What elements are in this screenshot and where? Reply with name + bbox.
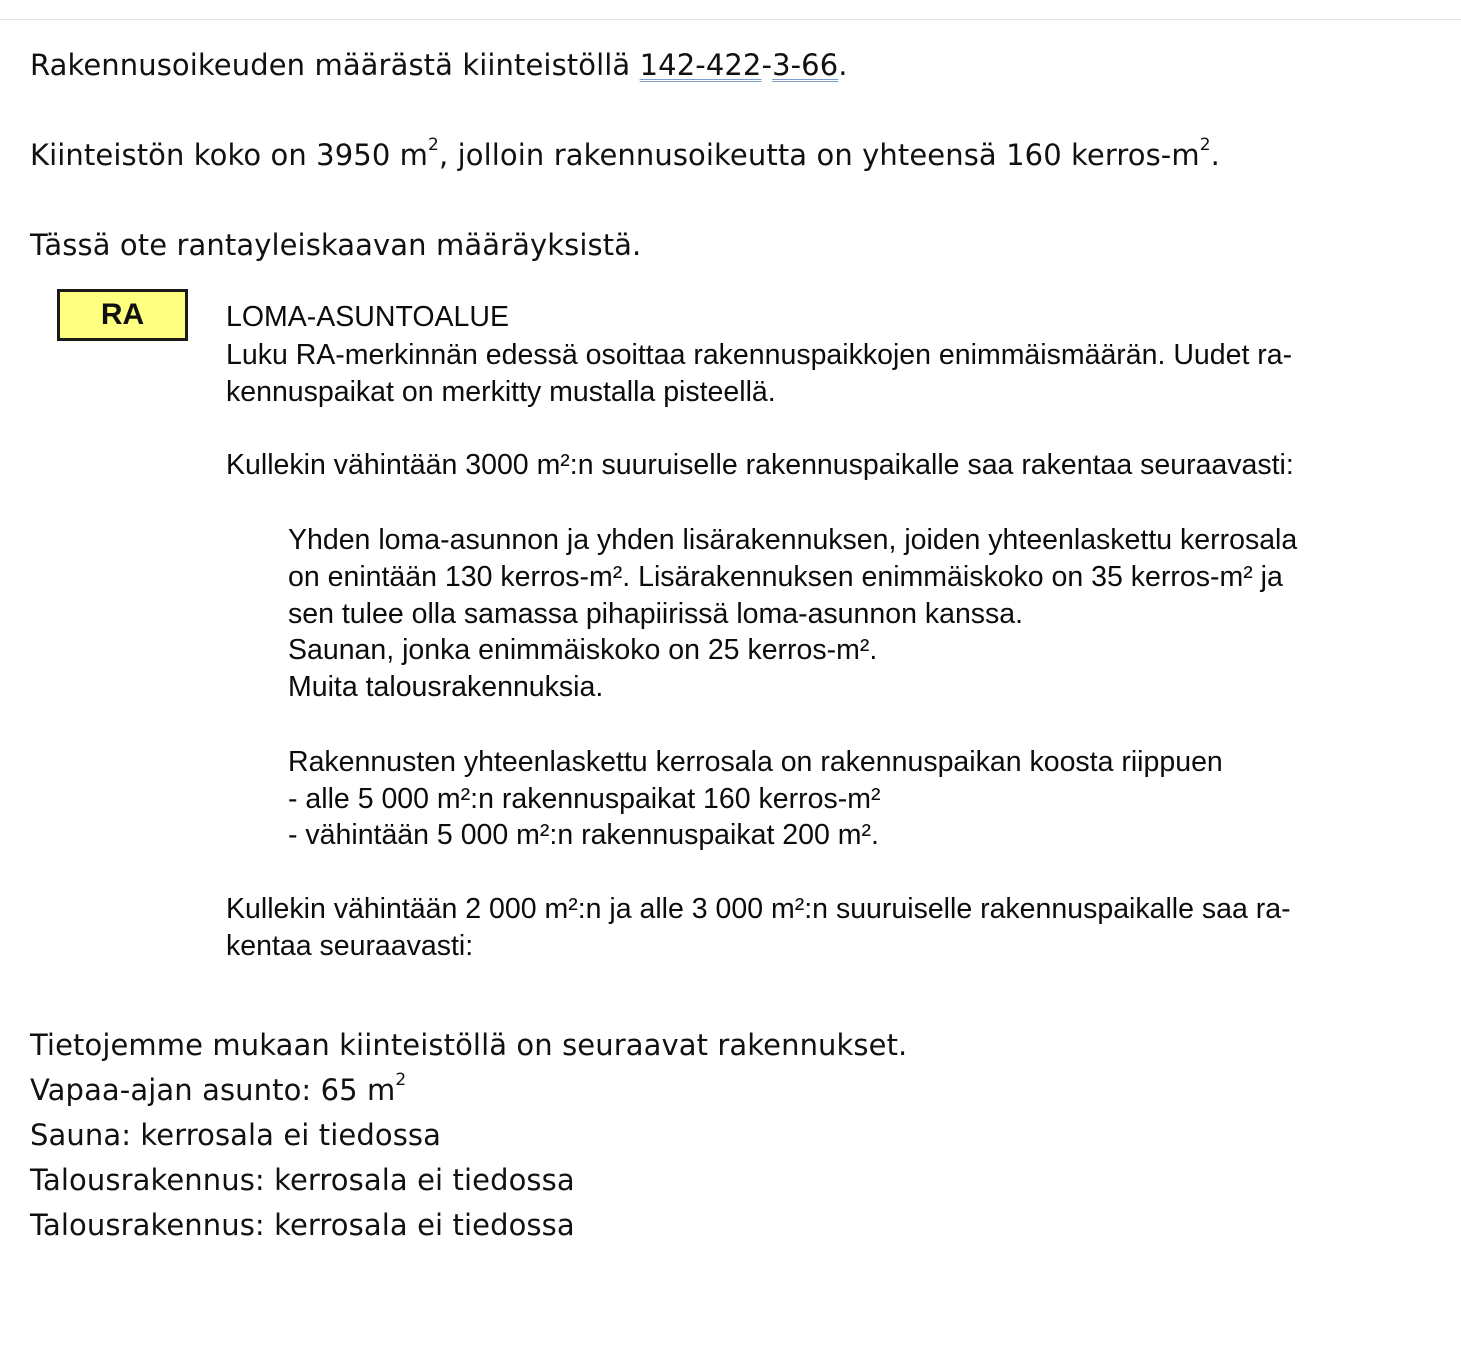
- regulation-indented-line: Muita talousrakennuksia.: [288, 671, 604, 703]
- building-item-holiday-home: [30, 1070, 406, 1110]
- regulation-indented-line: Rakennusten yhteenlaskettu kerrosala on rakennuspaikan koosta riippuen: [288, 746, 1223, 778]
- building-item-text: Vapaa-ajan asunto: 65 m: [30, 1073, 396, 1107]
- top-divider: [0, 19, 1461, 20]
- regulation-para3-line: Kullekin vähintään 2 000 m²:n ja alle 3 000 m²:n suuruiselle rakennuspaikalle saa ra-: [226, 893, 1291, 925]
- regulation-para1-line: kennuspaikat on merkitty mustalla pisteellä.: [226, 376, 776, 408]
- intro-line-excerpt: Tässä ote rantayleiskaavan määräyksistä.: [30, 228, 642, 262]
- building-item-outbuilding: Talousrakennus: kerrosala ei tiedossa: [30, 1163, 575, 1197]
- size-text-c: .: [1210, 138, 1220, 172]
- intro-line-size: [30, 135, 1220, 175]
- size-text-b: , jolloin rakennusoikeutta on yhteensä 160 kerros-m: [438, 138, 1200, 172]
- regulation-indented-line: on enintään 130 kerros-m². Lisärakennuksen enimmäiskoko on 35 kerros-m² ja: [288, 561, 1283, 593]
- regulation-para2: Kullekin vähintään 3000 m²:n suuruiselle rakennuspaikalle saa rakentaa seuraavasti:: [226, 449, 1294, 481]
- building-item-sauna: Sauna: kerrosala ei tiedossa: [30, 1118, 441, 1152]
- regulation-para1-line: Luku RA-merkinnän edessä osoittaa rakennuspaikkojen enimmäismäärän. Uudet ra-: [226, 339, 1293, 371]
- superscript: 2: [1199, 135, 1211, 156]
- regulation-indented-line: Saunan, jonka enimmäiskoko on 25 kerros-m².: [288, 634, 878, 666]
- size-text-a: Kiinteistön koko on 3950 m: [30, 138, 429, 172]
- building-item-outbuilding: Talousrakennus: kerrosala ei tiedossa: [30, 1208, 575, 1242]
- intro-text: Rakennusoikeuden määrästä kiinteistöllä: [30, 48, 640, 82]
- buildings-intro: Tietojemme mukaan kiinteistöllä on seuraavat rakennukset.: [30, 1028, 908, 1062]
- property-id-part1[interactable]: 142-422: [639, 48, 762, 82]
- regulation-indented-line: sen tulee olla samassa pihapiirissä loma-asunnon kanssa.: [288, 598, 1024, 630]
- regulation-excerpt-image: [0, 285, 1461, 975]
- ra-zone-badge: RA: [57, 289, 188, 341]
- property-id-part2[interactable]: 3-66: [772, 48, 839, 82]
- superscript: 2: [428, 135, 439, 156]
- regulation-indented-line: - vähintään 5 000 m²:n rakennuspaikat 200 m².: [288, 819, 879, 851]
- regulation-para3-line: kentaa seuraavasti:: [226, 930, 474, 962]
- regulation-heading: LOMA-ASUNTOALUE: [226, 301, 509, 333]
- regulation-indented-line: Yhden loma-asunnon ja yhden lisärakennuksen, joiden yhteenlaskettu kerrosala: [288, 524, 1298, 556]
- superscript: 2: [395, 1070, 407, 1091]
- property-id-separator: -: [761, 48, 773, 82]
- intro-line-property: [30, 45, 848, 85]
- regulation-indented-line: - alle 5 000 m²:n rakennuspaikat 160 kerros-m²: [288, 783, 881, 815]
- intro-period: .: [838, 48, 848, 82]
